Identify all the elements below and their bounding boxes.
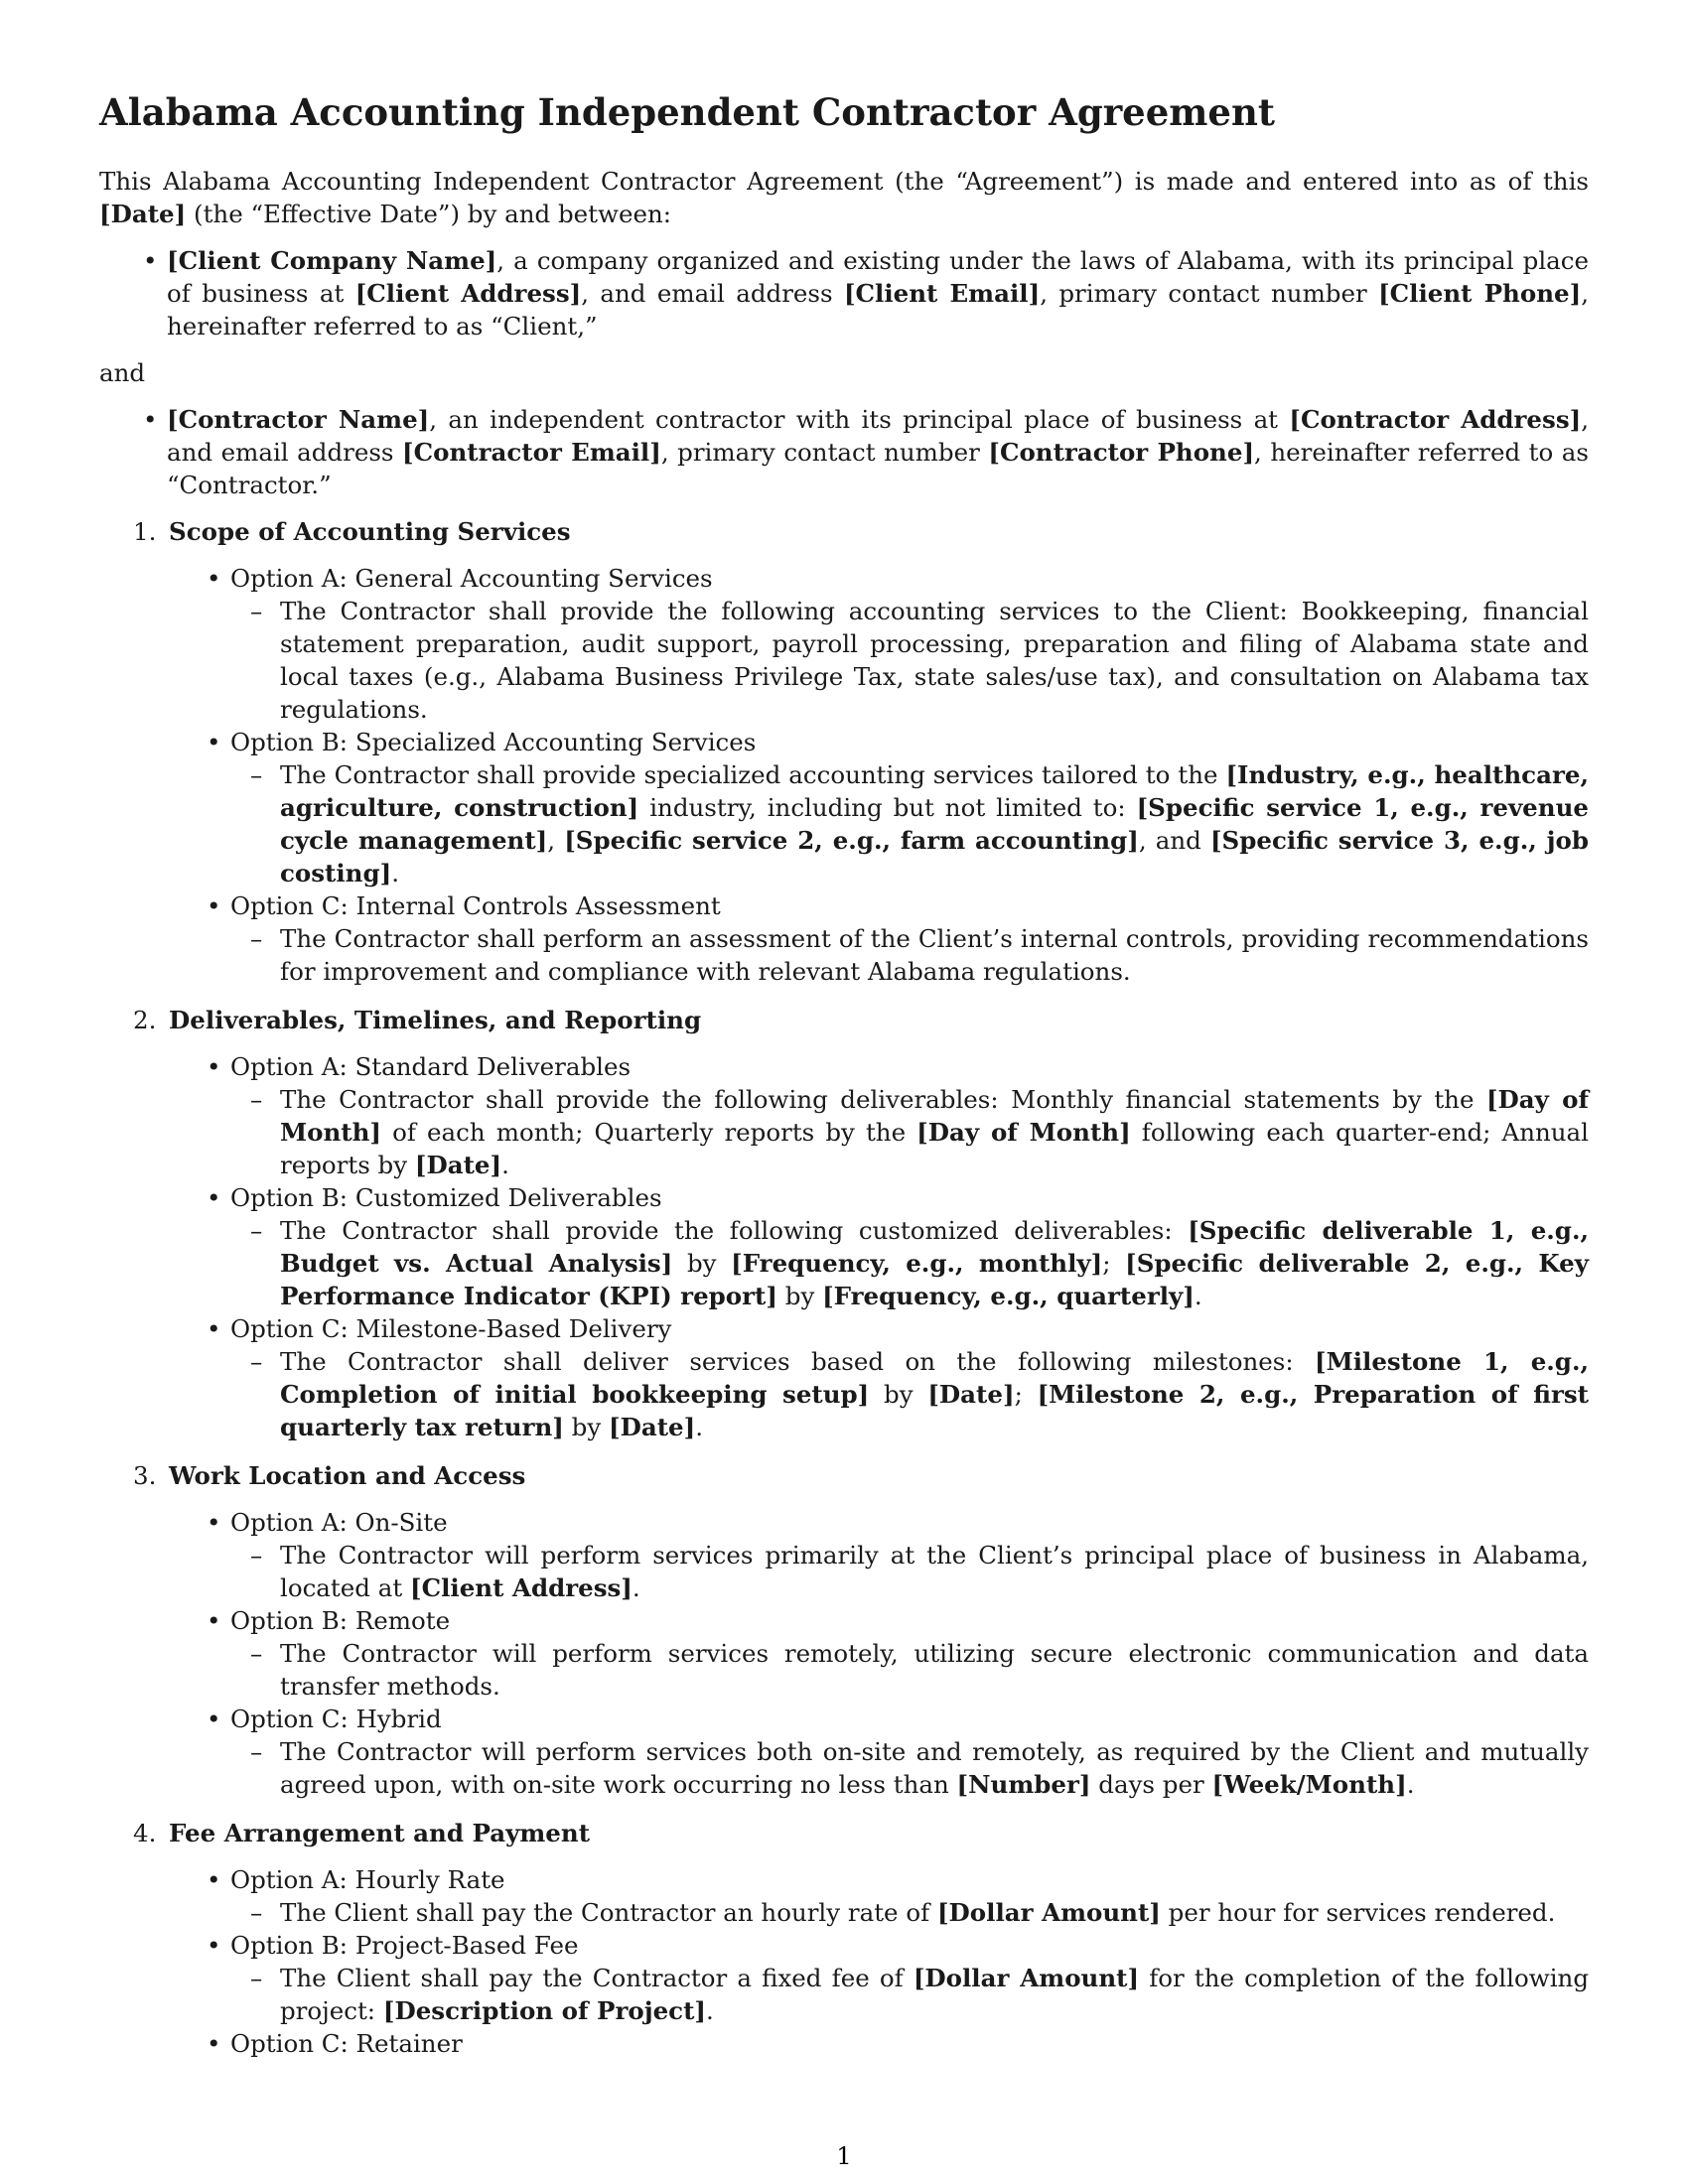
section-fee-arrangement: [133, 1817, 1590, 2060]
section-work-location: [133, 1459, 1589, 1801]
placeholder: [Date]: [927, 1380, 1015, 1409]
client-party: • [Client Company Name], a company organized and existing under the laws of Alabama, with its principal place of business at [Client Address], and email address [Client Email], primary contact number [Client Phone], hereinafter referred to as “Client,”: [167, 244, 1589, 342]
contractor-phone-placeholder: [Contractor Phone]: [988, 438, 1255, 467]
section-title: Fee Arrangement and Payment: [169, 1819, 591, 1847]
document-title: Alabama Accounting Independent Contractor Agreement: [99, 90, 1275, 134]
placeholder: [Day of Month]: [280, 1085, 1589, 1147]
client-party-list: [99, 244, 1589, 342]
option-list: [169, 1863, 1589, 2060]
option-label: • Option C: Retainer: [230, 2029, 463, 2058]
contractor-party: • [Contractor Name], an independent contractor with its principal place of business at [Contractor Address], and email address [Contractor Email], primary contact number [Contractor Phone], hereinafter referred to as “Contractor.”: [167, 403, 1589, 501]
section-title: Work Location and Access: [169, 1461, 526, 1490]
section-title: Scope of Accounting Services: [169, 517, 571, 546]
option-list: [169, 1506, 1589, 1801]
option-label: • Option C: Internal Controls Assessment: [230, 891, 721, 920]
placeholder: [Frequency, e.g., quarterly]: [822, 1282, 1195, 1310]
option-detail: – The Contractor shall provide the following accounting services to the Client: Bookkeeping, financial statement preparation, audit support, payroll processing, preparation and filing of Alabama state and local taxes (e.g., Alabama Business Privilege Tax, state sales/use tax), and consultation on Alabama tax regulations.: [250, 597, 1589, 724]
and-connector: and: [99, 358, 146, 387]
option-detail: – The Contractor shall provide the following deliverables: Monthly financial statements by the [Day of Month] of each month; Quarterly reports by the [Day of Month] following each quarter-end; Annual reports by [Date].: [250, 1085, 1589, 1179]
placeholder: [Week/Month]: [1211, 1770, 1407, 1799]
sections-list: [99, 515, 1589, 2060]
option-item: [230, 1863, 1589, 1929]
section-scope: [133, 515, 1589, 988]
placeholder: [Day of Month]: [916, 1118, 1131, 1147]
intro-paragraph: This Alabama Accounting Independent Contractor Agreement (the “Agreement”) is made and entered into as of this [Date] (the “Effective Date”) by and between:: [99, 167, 1589, 228]
option-item: [230, 1181, 1589, 1312]
option-item: [230, 1929, 1589, 2027]
section-deliverables: [133, 1004, 1590, 1443]
placeholder: [Date]: [414, 1151, 502, 1179]
client-address-placeholder: [Client Address]: [354, 279, 582, 308]
page-number: 1: [836, 2142, 852, 2170]
option-label: • Option B: Project-Based Fee: [230, 1931, 579, 1960]
option-item: [230, 1312, 1589, 1443]
placeholder: [Description of Project]: [382, 1996, 707, 2025]
option-item: [230, 726, 1589, 889]
contractor-address-placeholder: [Contractor Address]: [1289, 405, 1582, 434]
option-list: [169, 1050, 1589, 1443]
section-title: Deliverables, Timelines, and Reporting: [169, 1006, 702, 1034]
option-item: [230, 1506, 1589, 1604]
placeholder: [Specific service 2, e.g., farm accounting]: [564, 826, 1139, 855]
placeholder: [Milestone 2, e.g., Preparation of first quarterly tax return]: [280, 1380, 1589, 1441]
placeholder: [Specific service 1, e.g., revenue cycle management]: [280, 793, 1589, 855]
placeholder: [Specific deliverable 1, e.g., Budget vs. Actual Analysis]: [280, 1216, 1590, 1278]
option-detail: – The Contractor will perform services remotely, utilizing secure electronic communication and data transfer methods.: [250, 1639, 1589, 1701]
placeholder: [Industry, e.g., healthcare, agriculture, construction]: [280, 760, 1589, 822]
option-label: • Option B: Specialized Accounting Services: [230, 728, 757, 756]
contractor-name-placeholder: [Contractor Name]: [167, 405, 430, 434]
option-item: [230, 1604, 1589, 1703]
option-label: • Option A: Standard Deliverables: [230, 1052, 632, 1081]
option-item: [230, 1050, 1589, 1181]
option-detail: – The Contractor shall perform an assessment of the Client’s internal controls, providing recommendations for improvement and compliance with relevant Alabama regulations.: [250, 924, 1589, 986]
option-detail: – The Client shall pay the Contractor an hourly rate of [Dollar Amount] per hour for services rendered.: [250, 1898, 1556, 1927]
placeholder: [Milestone 1, e.g., Completion of initial bookkeeping setup]: [280, 1347, 1589, 1409]
option-detail: – The Contractor shall deliver services based on the following milestones: [Milestone 1, e.g., Completion of initial bookkeeping setup] by [Date]; [Milestone 2, e.g., Preparation of first quarterly tax return] by [Date].: [250, 1347, 1589, 1441]
option-item: [230, 562, 1589, 726]
option-label: • Option C: Hybrid: [230, 1705, 442, 1733]
document-page: [99, 85, 1589, 2076]
option-label: • Option C: Milestone-Based Delivery: [230, 1314, 672, 1343]
option-item: [230, 889, 1589, 988]
placeholder: [Dollar Amount]: [936, 1898, 1161, 1927]
placeholder: [Specific deliverable 2, e.g., Key Performance Indicator (KPI) report]: [280, 1249, 1589, 1310]
option-detail: – The Client shall pay the Contractor a fixed fee of [Dollar Amount] for the completion of the following project: [Description of Project].: [250, 1964, 1590, 2025]
option-detail: – The Contractor will perform services primarily at the Client’s principal place of business in Alabama, located at [Client Address].: [250, 1541, 1589, 1602]
contractor-party-list: [99, 403, 1589, 501]
option-item: [230, 2027, 1589, 2060]
option-label: • Option A: On-Site: [230, 1508, 448, 1537]
option-label: • Option B: Remote: [230, 1606, 451, 1635]
option-label: • Option A: General Accounting Services: [230, 564, 713, 593]
option-label: • Option B: Customized Deliverables: [230, 1183, 662, 1212]
section-number: 4.: [133, 1819, 157, 1847]
option-detail: – The Contractor will perform services both on-site and remotely, as required by the Client and mutually agreed upon, with on-site work occurring no less than [Number] days per [Week/Month].: [250, 1737, 1589, 1799]
client-phone-placeholder: [Client Phone]: [1378, 279, 1582, 308]
option-label: • Option A: Hourly Rate: [230, 1865, 505, 1894]
client-name-placeholder: [Client Company Name]: [167, 246, 497, 275]
placeholder: [Number]: [956, 1770, 1091, 1799]
section-number: 1.: [133, 517, 157, 546]
date-placeholder: [Date]: [99, 200, 187, 228]
placeholder: [Client Address]: [409, 1573, 633, 1602]
placeholder: [Dollar Amount]: [913, 1964, 1140, 1992]
contractor-email-placeholder: [Contractor Email]: [402, 438, 661, 467]
placeholder: [Date]: [609, 1413, 696, 1441]
client-email-placeholder: [Client Email]: [843, 279, 1041, 308]
section-number: 2.: [133, 1006, 157, 1034]
option-list: [169, 562, 1589, 988]
option-detail: – The Contractor shall provide specialized accounting services tailored to the [Industry, e.g., healthcare, agriculture, construction] industry, including but not limited to: [Specific service 1, e.g., revenue cycle management], [Specific service 2, e.g., farm accounting], and [Specific service 3, e.g., job costing].: [250, 760, 1589, 887]
placeholder: [Frequency, e.g., monthly]: [731, 1249, 1103, 1278]
section-number: 3.: [133, 1461, 157, 1490]
option-item: [230, 1703, 1589, 1801]
option-detail: – The Contractor shall provide the following customized deliverables: [Specific deliverable 1, e.g., Budget vs. Actual Analysis] by [Frequency, e.g., monthly]; [Specific deliverable 2, e.g., Key Performance Indicator (KPI) report] by [Frequency, e.g., quarterly].: [250, 1216, 1590, 1310]
placeholder: [Specific service 3, e.g., job costing]: [280, 826, 1589, 887]
